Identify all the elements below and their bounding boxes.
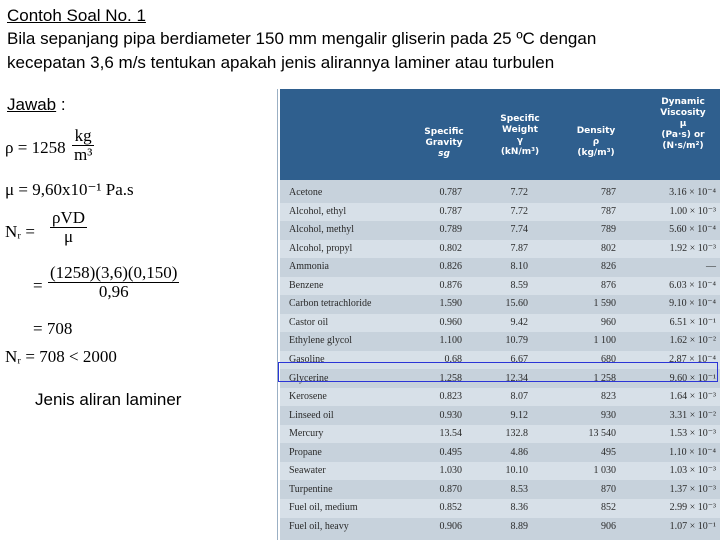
table-row <box>280 518 720 536</box>
viscosity-cell: 3.16 × 10⁻⁴ <box>669 187 716 198</box>
density-lhs: ρ = 1258 <box>5 138 66 157</box>
density-cell: 787 <box>601 187 616 198</box>
viscosity-cell: 3.31 × 10⁻² <box>669 409 716 421</box>
fluid-name-cell: Fuel oil, medium <box>289 502 358 514</box>
fluid-name-cell: Linseed oil <box>289 409 334 421</box>
specific-gravity-cell: 1.258 <box>439 372 462 384</box>
specific-weight-cell: 8.07 <box>510 391 528 403</box>
fluid-name-cell: Turpentine <box>289 483 333 495</box>
substitution-numerator: (1258)(3,6)(0,150) <box>50 263 178 282</box>
density-cell: 680 <box>601 353 616 365</box>
substitution-fraction <box>48 264 179 301</box>
header-dynamic-viscosity: Dynamic Viscosity μ (Pa·s) or (N·s/m²) <box>660 97 706 151</box>
reynolds-denominator: μ <box>63 227 74 246</box>
specific-gravity-cell: 0.823 <box>439 391 462 403</box>
fluid-properties-table <box>280 89 720 540</box>
specific-gravity-cell: 1.590 <box>439 298 462 310</box>
viscosity-cell: 6.51 × 10⁻¹ <box>669 316 716 328</box>
result-value: = 708 <box>33 319 73 338</box>
density-cell: 789 <box>601 224 616 236</box>
density-unit-numerator: kg <box>74 126 92 145</box>
reynolds-lhs: Nᵣ = <box>5 222 36 241</box>
fluid-name-cell: Mercury <box>289 428 324 440</box>
specific-gravity-cell: 0.930 <box>439 409 462 421</box>
density-cell: 1 590 <box>593 298 616 310</box>
density-cell: 960 <box>601 316 616 328</box>
specific-gravity-cell: 0.870 <box>439 483 462 495</box>
specific-gravity-cell: 0.802 <box>439 242 462 254</box>
fluid-name-cell: Gasoline <box>289 353 325 365</box>
table-row <box>280 462 720 480</box>
header-density: Density ρ (kg/m³) <box>576 126 616 158</box>
viscosity-cell: 1.07 × 10⁻¹ <box>669 520 716 532</box>
specific-weight-cell: 8.89 <box>510 520 528 532</box>
specific-weight-cell: 8.53 <box>510 483 528 495</box>
viscosity-cell: 1.53 × 10⁻³ <box>669 428 716 440</box>
viscosity-cell: 1.92 × 10⁻³ <box>669 242 716 254</box>
viscosity-cell: 5.60 × 10⁻⁴ <box>669 224 716 236</box>
specific-weight-cell: 10.10 <box>505 465 528 477</box>
viscosity-cell: 1.03 × 10⁻³ <box>669 465 716 477</box>
viscosity-cell: 1.00 × 10⁻³ <box>669 205 716 217</box>
table-row <box>280 481 720 499</box>
fluid-name-cell: Carbon tetrachloride <box>289 298 372 310</box>
fluid-name-cell: Ammonia <box>289 261 329 273</box>
specific-gravity-cell: 0.787 <box>439 187 462 198</box>
viscosity-equation: μ = 9,60x10⁻¹ Pa.s <box>5 180 134 199</box>
table-edge <box>277 89 278 540</box>
header-specific-weight: Specific Weight γ (kN/m³) <box>500 114 540 157</box>
specific-weight-cell: 7.72 <box>510 205 528 217</box>
fluid-name-cell: Alcohol, ethyl <box>289 205 347 217</box>
density-cell: 802 <box>601 242 616 254</box>
viscosity-cell: 1.37 × 10⁻³ <box>669 483 716 495</box>
density-cell: 1 100 <box>593 335 616 347</box>
density-cell: 1 030 <box>593 465 616 477</box>
reynolds-comparison: Nᵣ = 708 < 2000 <box>5 347 117 366</box>
specific-weight-cell: 7.74 <box>510 224 528 236</box>
reynolds-formula-fraction <box>50 209 87 246</box>
specific-weight-cell: 132.8 <box>505 428 528 440</box>
specific-weight-cell: 12.34 <box>505 372 528 384</box>
specific-weight-cell: 7.72 <box>510 187 528 198</box>
table-row <box>280 425 720 443</box>
specific-gravity-cell: 0.68 <box>444 353 462 365</box>
specific-gravity-cell: 0.960 <box>439 316 462 328</box>
table-row <box>280 240 720 258</box>
specific-gravity-cell: 13.54 <box>439 428 462 440</box>
table-row <box>280 221 720 239</box>
fluid-name-cell: Alcohol, propyl <box>289 242 353 254</box>
specific-gravity-cell: 0.826 <box>439 261 462 273</box>
glycerine-row-highlight <box>278 362 718 382</box>
table-row <box>280 295 720 313</box>
slide-title: Contoh Soal No. 1 <box>7 6 146 25</box>
table-row <box>280 444 720 462</box>
table-row <box>280 388 720 406</box>
viscosity-cell: 1.64 × 10⁻³ <box>669 391 716 403</box>
density-cell: 823 <box>601 391 616 403</box>
viscosity-cell: — <box>706 261 716 273</box>
specific-weight-cell: 7.87 <box>510 242 528 254</box>
fluid-name-cell: Fuel oil, heavy <box>289 520 349 532</box>
problem-text-line-2: kecepatan 3,6 m/s tentukan apakah jenis alirannya laminer atau turbulen <box>7 53 555 72</box>
density-unit-denominator: m³ <box>74 145 93 164</box>
density-cell: 495 <box>601 446 616 458</box>
table-row <box>280 407 720 425</box>
density-cell: 930 <box>601 409 616 421</box>
specific-gravity-cell: 0.495 <box>439 446 462 458</box>
specific-weight-cell: 8.59 <box>510 279 528 291</box>
table-row <box>280 314 720 332</box>
specific-gravity-cell: 0.906 <box>439 520 462 532</box>
fluid-name-cell: Glycerine <box>289 372 329 384</box>
specific-gravity-cell: 0.876 <box>439 279 462 291</box>
specific-gravity-cell: 1.030 <box>439 465 462 477</box>
specific-gravity-cell: 0.852 <box>439 502 462 514</box>
fluid-name-cell: Propane <box>289 446 322 458</box>
answer-colon: : <box>56 95 66 114</box>
table-row <box>280 258 720 276</box>
density-cell: 852 <box>601 502 616 514</box>
viscosity-cell: 6.03 × 10⁻⁴ <box>669 279 716 291</box>
specific-gravity-cell: 0.787 <box>439 205 462 217</box>
fluid-name-cell: Ethylene glycol <box>289 335 353 347</box>
viscosity-cell: 1.10 × 10⁻⁴ <box>669 446 716 458</box>
specific-weight-cell: 15.60 <box>505 298 528 310</box>
table-row <box>280 203 720 221</box>
fluid-name-cell: Kerosene <box>289 391 327 403</box>
table-header <box>280 89 720 180</box>
reynolds-numerator: ρVD <box>52 208 86 227</box>
specific-weight-cell: 4.86 <box>510 446 528 458</box>
conclusion-text: Jenis aliran laminer <box>35 390 182 409</box>
table-row <box>280 184 720 202</box>
viscosity-cell: 9.60 × 10⁻¹ <box>669 372 716 384</box>
table-row <box>280 499 720 517</box>
specific-weight-cell: 9.12 <box>510 409 528 421</box>
viscosity-cell: 2.87 × 10⁻⁴ <box>669 353 716 365</box>
fluid-name-cell: Acetone <box>289 187 323 198</box>
table-body <box>280 180 720 540</box>
density-cell: 787 <box>601 205 616 217</box>
specific-weight-cell: 8.10 <box>510 261 528 273</box>
density-cell: 826 <box>601 261 616 273</box>
viscosity-cell: 1.62 × 10⁻² <box>669 335 716 347</box>
density-cell: 876 <box>601 279 616 291</box>
fluid-name-cell: Benzene <box>289 279 324 291</box>
density-cell: 870 <box>601 483 616 495</box>
density-unit-fraction <box>72 127 94 164</box>
fluid-name-cell: Seawater <box>289 465 326 477</box>
specific-weight-cell: 9.42 <box>510 316 528 328</box>
fluid-name-cell: Alcohol, methyl <box>289 224 354 236</box>
substitution-denominator: 0,96 <box>98 282 129 301</box>
substitution-equals: = <box>33 276 43 295</box>
fluid-name-cell: Castor oil <box>289 316 329 328</box>
density-cell: 1 258 <box>593 372 616 384</box>
specific-gravity-cell: 0.789 <box>439 224 462 236</box>
density-cell: 906 <box>601 520 616 532</box>
header-specific-gravity: Specific Gravity sg <box>424 127 464 159</box>
specific-weight-cell: 6.67 <box>510 353 528 365</box>
problem-text-line-1: Bila sepanjang pipa berdiameter 150 mm mengalir gliserin pada 25 ºC dengan <box>7 29 597 48</box>
specific-weight-cell: 8.36 <box>510 502 528 514</box>
specific-gravity-cell: 1.100 <box>439 335 462 347</box>
answer-heading <box>7 95 66 115</box>
density-cell: 13 540 <box>588 428 616 440</box>
table-row <box>280 277 720 295</box>
table-row <box>280 332 720 350</box>
viscosity-cell: 9.10 × 10⁻⁴ <box>669 298 716 310</box>
specific-weight-cell: 10.79 <box>505 335 528 347</box>
answer-label: Jawab <box>7 95 57 114</box>
viscosity-cell: 2.99 × 10⁻³ <box>669 502 716 514</box>
